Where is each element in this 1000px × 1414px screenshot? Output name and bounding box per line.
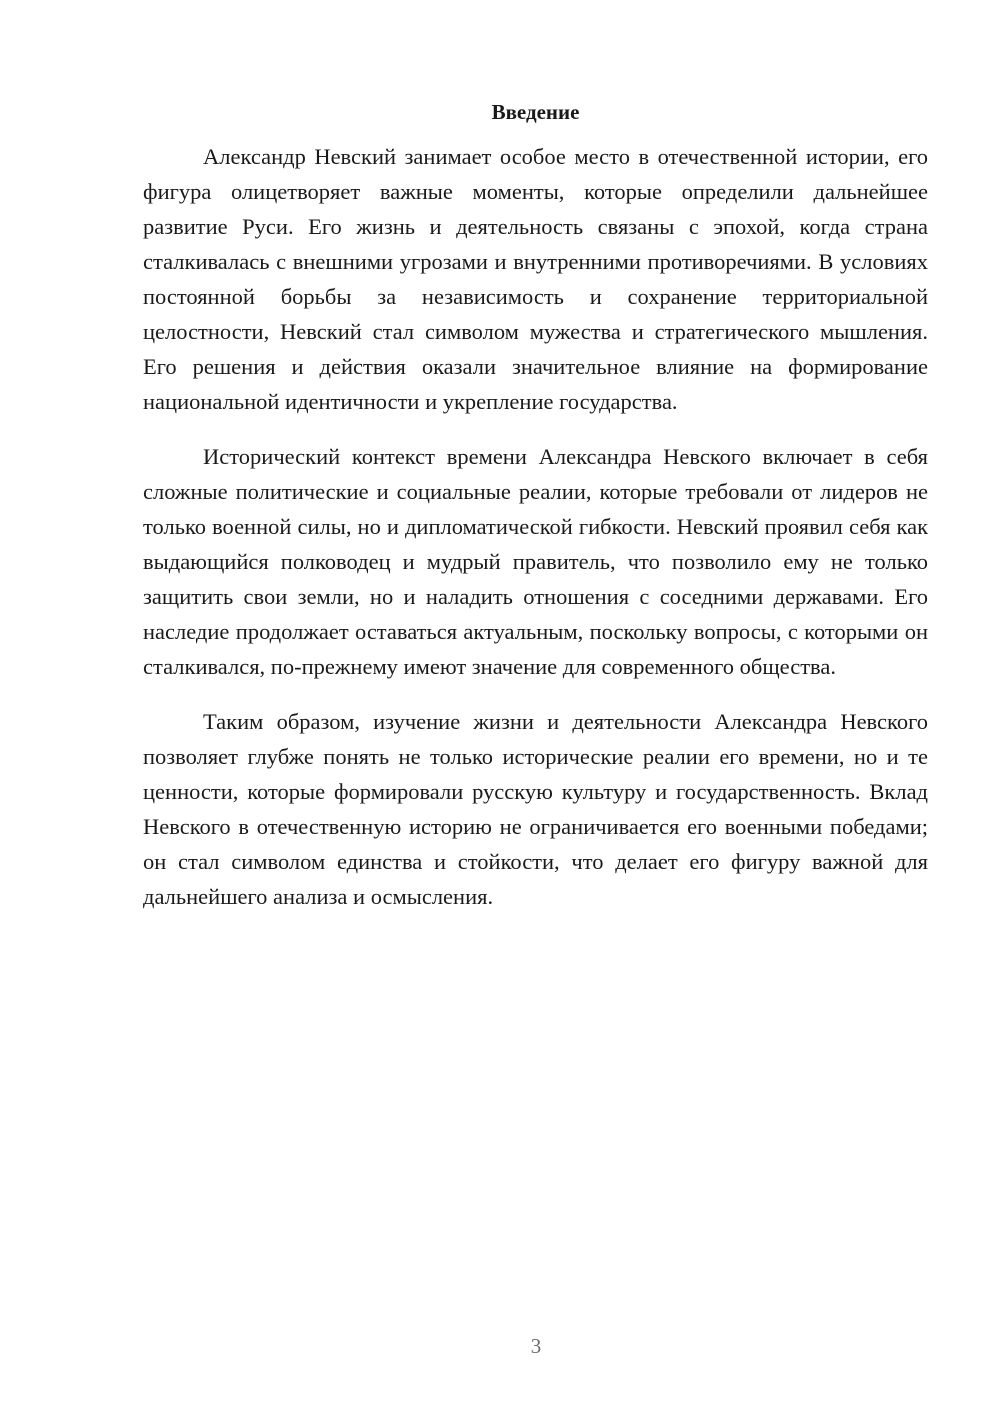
page-title: Введение	[491, 100, 580, 124]
page-content	[143, 96, 928, 914]
paragraph: Исторический контекст времени Александра Невского включает в себя сложные политические и социальные реалии, которые требовали от лидеров не только военной силы, но и дипломатической гибкости. Невский проявил себя как выдающийся полководец и мудрый правитель, что позволило ему не только защитить свои земли, но и наладить отношения с соседними державами. Его наследие продолжает оставаться актуальным, поскольку вопросы, с которыми он сталкивался, по-прежнему имеют значение для современного общества.	[143, 444, 928, 679]
paragraph: Александр Невский занимает особое место в отечественной истории, его фигура олицетворяет важные моменты, которые определили дальнейшее развитие Руси. Его жизнь и деятельность связаны с эпохой, когда страна сталкивалась с внешними угрозами и внутренними противоречиями. В условиях постоянной борьбы за независимость и сохранение территориальной целостности, Невский стал символом мужества и стратегического мышления. Его решения и действия оказали значительное влияние на формирование национальной идентичности и укрепление государства.	[143, 144, 928, 414]
paragraph: Таким образом, изучение жизни и деятельности Александра Невского позволяет глубже понять не только исторические реалии его времени, но и те ценности, которые формировали русскую культуру и государственность. Вклад Невского в отечественную историю не ограничивается его военными победами; он стал символом единства и стойкости, что делает его фигуру важной для дальнейшего анализа и осмысления.	[143, 709, 928, 909]
page-number: 3	[530, 1334, 542, 1358]
